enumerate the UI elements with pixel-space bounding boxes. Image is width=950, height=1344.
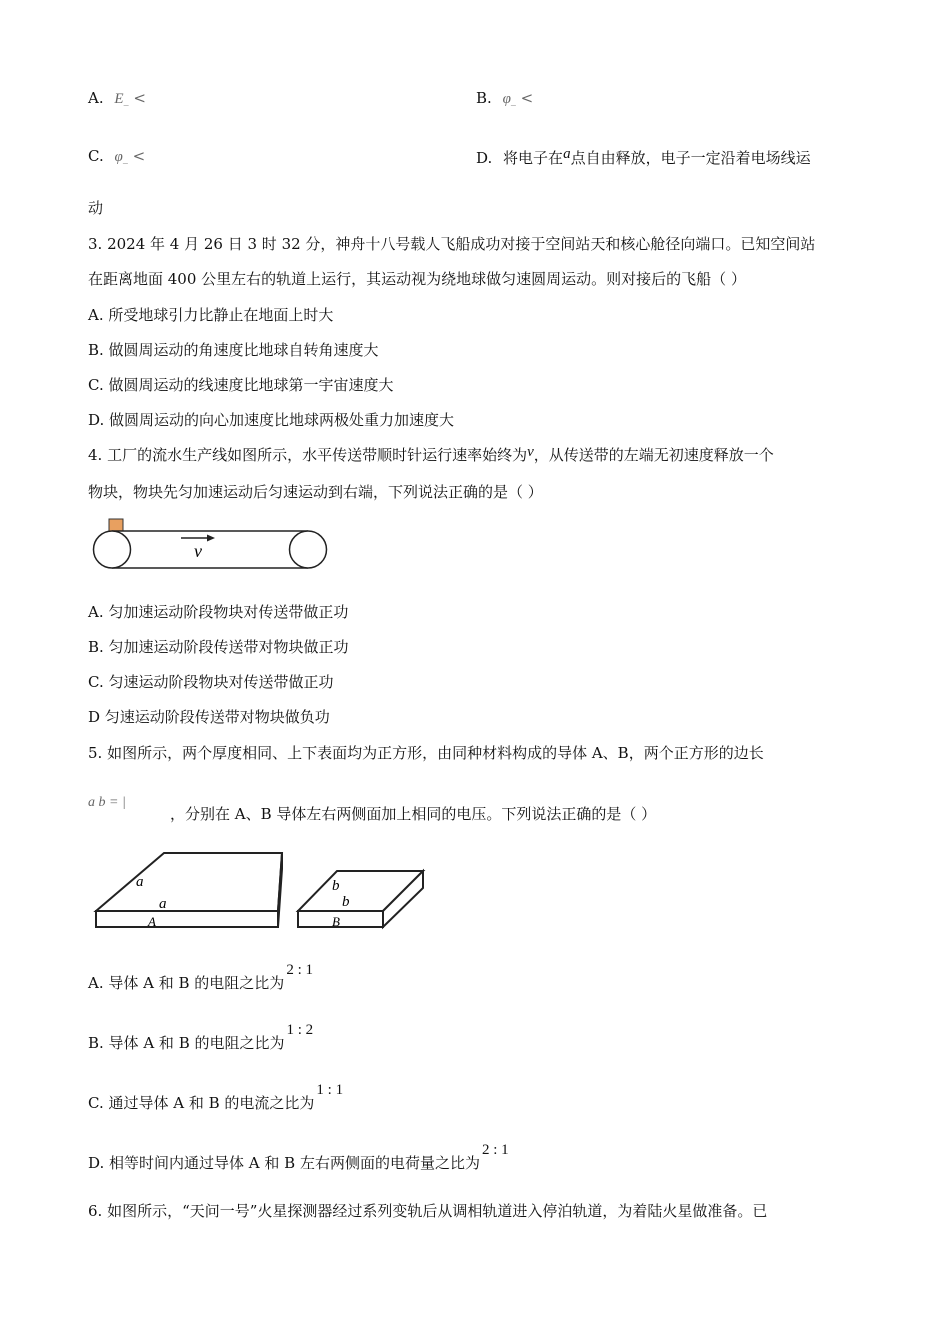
q4-stem-line1: 4. 工厂的流水生产线如图所示，水平传送带顺时针运行速率始终为v，从传送带的左端无初速度释放一个 [88, 444, 774, 464]
conductor-b [298, 871, 423, 929]
q2-option-a: A. E_ < [88, 89, 146, 107]
q2-option-d: D. 将电子在a点自由释放，电子一定沿着电场线运 [476, 146, 811, 167]
conductor-blocks-figure [92, 850, 432, 935]
q4-option-d: D 匀速运动阶段传送带对物块做负功 [88, 708, 330, 726]
q3-option-d: D. 做圆周运动的向心加速度比地球两极处重力加速度大 [88, 411, 455, 429]
q2-option-d-continued: 动 [88, 199, 104, 217]
q3-option-b: B. 做圆周运动的角速度比地球自转角速度大 [88, 341, 379, 359]
q4-stem-line2: 物块，物块先匀加速运动后匀速运动到右端，下列说法正确的是（ ） [88, 483, 543, 501]
q5-option-d: D. 相等时间内通过导体 A 和 B 左右两侧面的电荷量之比为2 : 1 [88, 1142, 509, 1172]
q5-stem-line1: 5. 如图所示，两个厚度相同、上下表面均为正方形，由同种材料构成的导体 A、B，两个正方形的边长 [88, 744, 764, 762]
conductor-a [96, 853, 282, 929]
q3-option-c: C. 做圆周运动的线速度比地球第一宇宙速度大 [88, 376, 394, 394]
conveyor-belt-figure [88, 516, 333, 574]
q4-option-c: C. 匀速运动阶段物块对传送带做正功 [88, 673, 334, 691]
q3-stem-line2: 在距离地面 400 公里左右的轨道上运行，其运动视为绕地球做匀速圆周运动。则对接后的飞船（ ） [88, 270, 746, 288]
svg-text:a: a [159, 896, 167, 912]
svg-text:B: B [332, 914, 340, 929]
q2-option-c: C. φ_ < [88, 147, 146, 165]
svg-text:b: b [342, 894, 350, 910]
q2-option-b: B. φ_ < [476, 89, 534, 107]
q5-stem-line2: ，分别在 A、B 导体左右两侧面加上相同的电压。下列说法正确的是（ ） [170, 805, 657, 823]
svg-text:b: b [332, 878, 340, 894]
right-roller [290, 531, 327, 568]
q5-option-c: C. 通过导体 A 和 B 的电流之比为1 : 1 [88, 1082, 344, 1112]
q5-option-b: B. 导体 A 和 B 的电阻之比为1 : 2 [88, 1022, 314, 1052]
q3-stem-line1: 3. 2024 年 4 月 26 日 3 时 32 分，神舟十八号载人飞船成功对接于空间站天和核心舱径向端口。已知空间站 [88, 235, 816, 253]
q4-option-b: B. 匀加速运动阶段传送带对物块做正功 [88, 638, 349, 656]
q3-option-a: A. 所受地球引力比静止在地面上时大 [88, 306, 334, 324]
q5-stem-line2-math: a b = | [88, 795, 126, 810]
svg-text:a: a [136, 874, 144, 890]
left-roller [94, 531, 131, 568]
velocity-label: v [194, 541, 202, 561]
q6-stem-line1: 6. 如图所示，“天问一号”火星探测器经过系列变轨后从调相轨道进入停泊轨道，为着陆火星做准备。已 [88, 1202, 768, 1220]
q4-option-a: A. 匀加速运动阶段物块对传送带做正功 [88, 603, 349, 621]
block-icon [109, 519, 123, 531]
svg-text:A: A [148, 914, 156, 929]
velocity-arrow-icon [207, 535, 215, 542]
q5-option-a: A. 导体 A 和 B 的电阻之比为2 : 1 [88, 962, 313, 992]
